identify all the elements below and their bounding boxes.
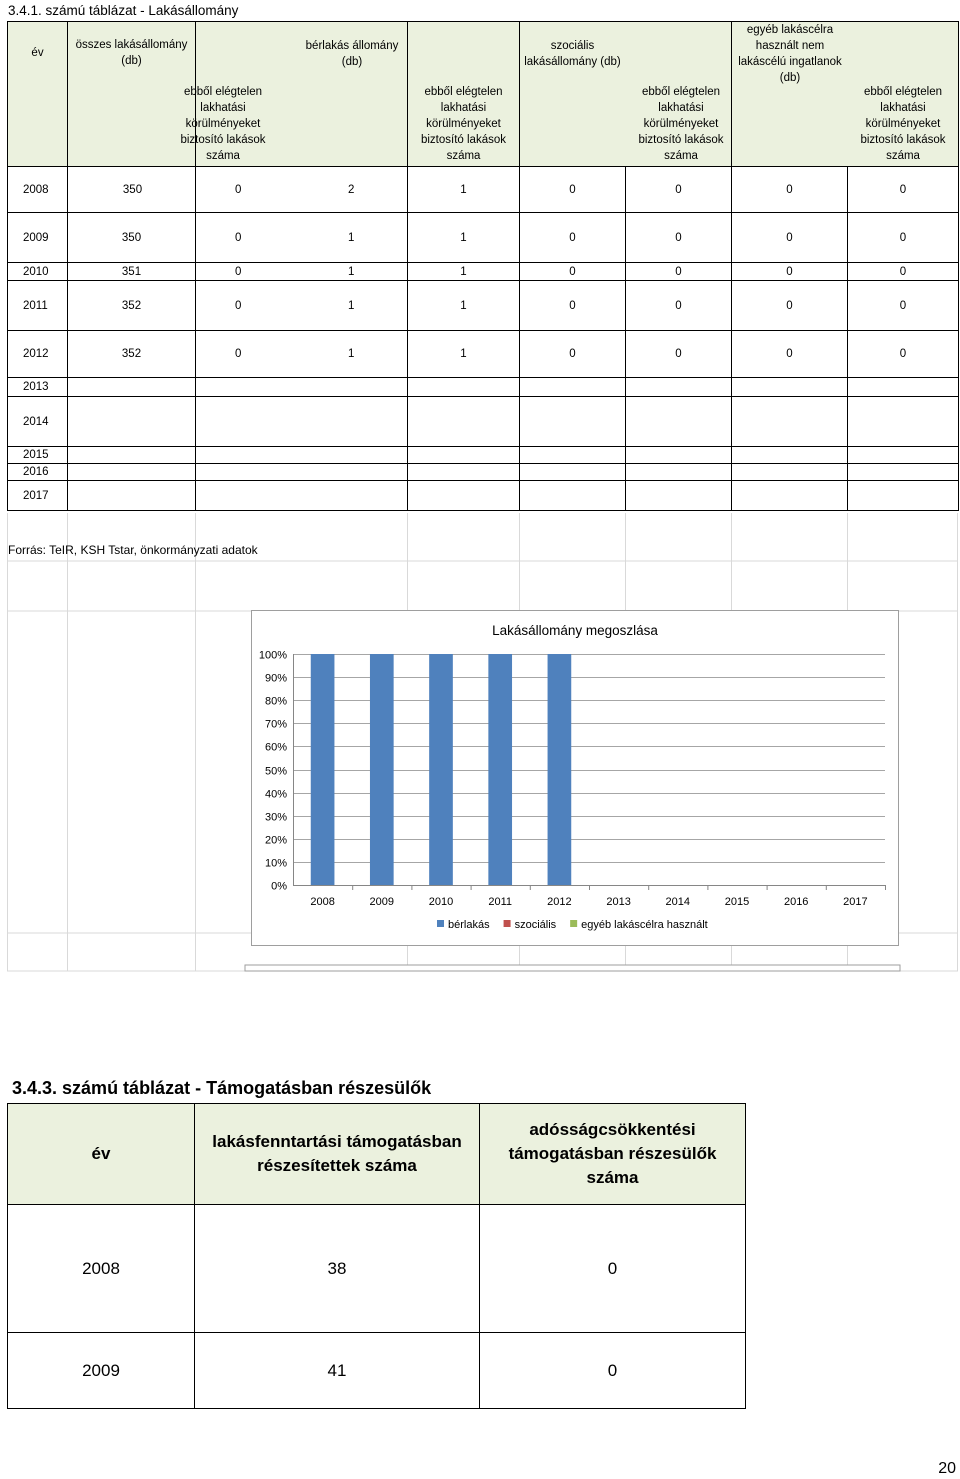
header-ebbol-1: ebből elégtelen lakhatási körülményeket biztosító lakások száma [196,22,408,167]
y-tick-label: 40% [264,788,287,801]
chart-title: Lakásállomány megoszlása [492,623,658,638]
x-tick-label: 2012 [547,896,572,908]
source-note: Forrás: TeIR, KSH Tstar, önkormányzati adatok [8,543,258,557]
bar-2011 [488,654,512,885]
x-tick-label: 2015 [724,896,750,908]
legend-swatch [504,920,511,927]
table2-row: 2009 41 0 [8,1333,746,1409]
header-ebbol-2: ebből elégtelen lakhatási körülményeket biztosító lakások száma [408,22,520,167]
x-tick-label: 2009 [369,896,395,908]
legend-label: egyéb lakáscélra használt [581,919,708,931]
y-tick-label: 10% [264,857,287,870]
y-tick-label: 0% [271,880,287,893]
legend-label: szociális [514,919,557,931]
bar-2012 [548,654,572,885]
header-ebbol-3: ebből elégtelen lakhatási körülményeket biztosító lakások száma [520,22,732,167]
y-tick-label: 90% [264,672,287,685]
table2-header-row [8,1104,746,1205]
table2-title: 3.4.3. számú táblázat - Támogatásban részesülők [12,1078,432,1098]
y-tick-label: 100% [258,649,287,662]
table1-row: 2012 352 0 1 1 0 0 0 0 [8,331,959,378]
x-tick-label: 2011 [488,896,513,908]
bar-2008 [311,654,335,885]
y-tick-label: 50% [264,765,287,778]
y-tick-label: 60% [264,741,287,754]
table2-row: 2008 38 0 [8,1205,746,1333]
housing-distribution-chart [251,610,899,946]
table1-row: 2013 [8,378,959,397]
t2-header-lakasfenntartasi: lakásfenntartási támogatásban részesítettek száma [195,1104,480,1205]
legend-swatch [570,920,577,927]
x-tick-label: 2013 [606,896,631,908]
x-tick-label: 2014 [665,896,691,908]
header-szocialis: szociális lakásállomány (db) [524,40,621,68]
x-tick-label: 2010 [428,896,454,908]
header-egyeb: egyéb lakáscélra használt nem lakáscélú ingatlanok (db) [738,24,842,84]
table1-row: 2017 [8,481,959,511]
table1-row: 2015 [8,447,959,464]
bar-2010 [429,654,453,885]
bar-2009 [370,654,394,885]
header-osszes: összes lakásállomány (db) [68,22,196,167]
table1-row: 2009 350 0 1 1 0 0 0 0 [8,213,959,263]
x-tick-label: 2016 [783,896,809,908]
y-tick-label: 20% [264,834,287,847]
legend-swatch [437,920,444,927]
t2-header-adossag: adósságcsökkentési támogatásban részesülők száma [480,1104,746,1205]
header-berlakas: bérlakás állomány (db) [305,40,399,68]
housing-stock-table [7,21,959,511]
table1-row: 2010 351 0 1 1 0 0 0 0 [8,263,959,281]
header-ev: év [8,22,68,167]
table1-title: 3.4.1. számú táblázat - Lakásállomány [8,3,239,18]
table1-row: 2014 [8,397,959,447]
header-ebbol-4: ebből elégtelen lakhatási körülményeket biztosító lakások száma [732,22,959,167]
table1-row: 2011 352 0 1 1 0 0 0 0 [8,281,959,331]
x-tick-label: 2008 [310,896,335,908]
page-number: 20 [938,1460,956,1477]
table1-row: 2016 [8,464,959,481]
legend-label: bérlakás [448,919,490,931]
t2-header-ev: év [8,1104,195,1205]
y-tick-label: 30% [264,811,287,824]
y-tick-label: 70% [264,718,287,731]
table1-row: 2008 350 0 2 1 0 0 0 0 [8,167,959,213]
x-tick-label: 2017 [843,896,868,908]
support-recipients-table [7,1103,746,1409]
y-tick-label: 80% [264,695,287,708]
